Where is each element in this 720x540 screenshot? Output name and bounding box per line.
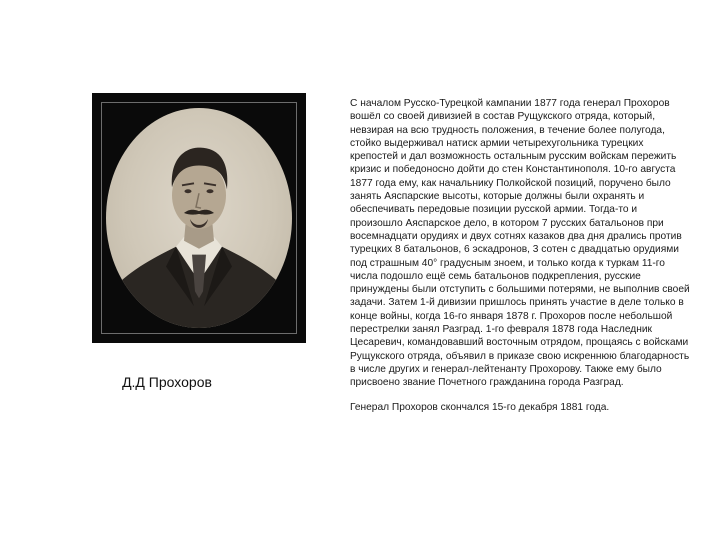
biography-paragraph: С началом Русско-Турецкой кампании 1877 года генерал Прохоров вошёл со своей дивизией в состав Рущукского отряда, который, невзирая на всю трудность положения, в течение более полугода, стойко выдерживал натиск армии четырехугольника турецких крепостей и дал возможность остальным русским войскам пережить кризис и победоносно дойти до стен Константинополя. 10-го августа 1877 года ему, как начальнику Полкойской позиций, поручено было занять Аяспарские высоты, которые должны были охранять и обеспечивать передовые позиции русской армии. Тогда-то и произошло Аяспарское дело, в котором 7 русских батальонов при восемнадцати орудиях и двух сотнях казаков два дня дрались против турецких 8 батальонов, 6 эскадронов, 3 сотен с двадцатью орудиями под страшным 40° градусным зноем, и только когда к туркам 11-го числа подошло ещё семь батальонов подкрепления, русские принуждены были отступить с большими потерями, не выполнив своей задачи. Затем 1-й дивизии пришлось принять участие в деле только в конце войны, когда 16-го января 1878 г. Прохоров после небольшой перестрелки занял Разград. 1-го февраля 1878 года Наследник Цесаревич, командовавший восточным отрядом, прощаясь с войсками Рущукского отряда, объявил в приказе свою искреннюю благодарность в числе других и генерал-лейтенанту Прохорову. Также ему было присвоено звание Почетного гражданина города Разград. [350, 98, 690, 389]
portrait-photo-icon [106, 108, 292, 328]
portrait-photo [106, 108, 292, 328]
portrait-caption: Д.Д Прохоров [122, 374, 212, 390]
biography-closing-paragraph: Генерал Прохоров скончался 15-го декабря 1881 года. [350, 401, 610, 413]
biography-text [350, 97, 690, 414]
portrait-frame [92, 93, 306, 343]
portrait-border [101, 102, 297, 334]
